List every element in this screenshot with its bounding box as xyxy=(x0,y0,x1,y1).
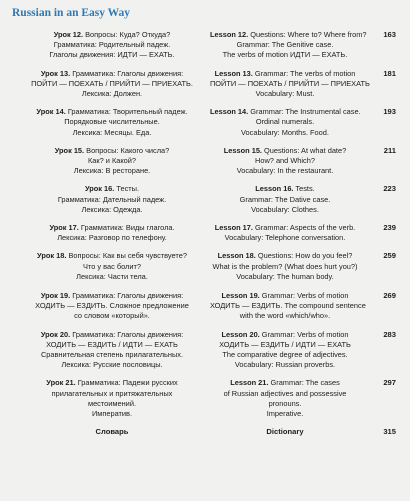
toc-english-line: Vocabulary: Clothes. xyxy=(251,204,319,214)
toc-russian-line: Лексика: Должен. xyxy=(81,89,143,99)
toc-row xyxy=(0,291,410,322)
toc-russian-line: ХОДИТЬ — ЕЗДИТЬ. Сложное предложение xyxy=(35,301,189,311)
toc-russian-entry xyxy=(0,69,210,100)
lesson-number: Lesson 16. xyxy=(255,184,294,194)
toc-row xyxy=(0,146,410,177)
toc-russian-line: Глаголы движения: ИДТИ — ЕХАТЬ. xyxy=(49,50,175,60)
toc-english-line: Ordinal numerals. xyxy=(255,117,315,127)
table-of-contents xyxy=(0,30,410,438)
toc-english-line: What is the problem? (What does hurt you?) xyxy=(212,261,358,271)
toc-english-line: Lesson 15. Questions: At what date? xyxy=(223,145,347,155)
lesson-number: Урок 13. xyxy=(40,68,71,78)
toc-page-number: 297 xyxy=(383,378,396,388)
toc-english-entry xyxy=(210,30,367,61)
toc-english-line: The comparative degree of adjectives. xyxy=(222,350,348,360)
toc-russian-line: ПОЙТИ — ПОЕХАТЬ / ПРИЙТИ — ПРИЕХАТЬ. xyxy=(31,78,193,88)
toc-row xyxy=(0,69,410,100)
toc-russian-line: Порядковые числительные. xyxy=(64,117,160,127)
toc-english-line: How? and Which? xyxy=(255,156,315,166)
toc-russian-line: Урок 12. Вопросы: Куда? Откуда? xyxy=(53,30,171,39)
toc-russian-line: Лексика: Месяцы. Еда. xyxy=(72,127,152,137)
toc-english-entry: Dictionary xyxy=(266,427,304,437)
lesson-number: Lesson 13. xyxy=(214,68,253,78)
toc-page-number: 259 xyxy=(383,251,396,261)
toc-russian-line: Что у вас болит? xyxy=(83,261,141,271)
lesson-number: Урок 21. xyxy=(46,378,76,388)
toc-russian-entry xyxy=(0,330,210,371)
lesson-number: Lesson 12. xyxy=(210,30,249,39)
toc-english-line: Vocabulary: Telephone conversation. xyxy=(224,233,346,243)
toc-english-line: Grammar: The Dative case. xyxy=(239,194,331,204)
toc-page-number: 211 xyxy=(383,145,396,155)
toc-english-line: Lesson 21. Grammar: The cases xyxy=(230,378,340,388)
toc-english-line: ПОЙТИ — ПОЕХАТЬ / ПРИЙТИ — ПРИЕХАТЬ xyxy=(210,78,370,88)
toc-row xyxy=(0,107,410,138)
lesson-number: Урок 15. xyxy=(54,145,85,155)
lesson-number: Lesson 19. xyxy=(221,291,260,301)
toc-russian-line: Как? и Какой? xyxy=(87,156,137,166)
toc-english-line: Lesson 13. Grammar: The verbs of motion xyxy=(214,68,356,78)
toc-english-line: ХОДИТЬ — ЕЗДИТЬ / ИДТИ — ЕХАТЬ xyxy=(219,339,351,349)
toc-russian-line: Сравнительная степень прилагательных. xyxy=(40,350,184,360)
toc-row xyxy=(0,30,410,61)
lesson-number: Урок 19. xyxy=(40,291,71,301)
toc-english-entry xyxy=(210,146,360,177)
lesson-number: Урок 14. xyxy=(36,107,66,117)
toc-english-entry xyxy=(210,184,360,215)
toc-english-entry xyxy=(210,107,360,138)
toc-russian-line: Урок 16. Тесты. xyxy=(84,184,140,194)
lesson-number: Lesson 17. xyxy=(214,223,253,233)
toc-page-number: 223 xyxy=(383,184,396,194)
lesson-number: Lesson 14. xyxy=(210,107,249,117)
toc-russian-line: прилагательных и притяжательных xyxy=(51,388,173,398)
toc-russian-line: Лексика: Части тела. xyxy=(76,271,148,281)
lesson-number: Lesson 18. xyxy=(217,251,256,261)
toc-russian-line: Урок 14. Грамматика: Творительный падеж. xyxy=(36,107,188,117)
toc-russian-entry xyxy=(0,251,210,282)
toc-russian-line: Урок 21. Грамматика: Падежи русских xyxy=(46,378,178,388)
toc-page-number: 181 xyxy=(383,68,396,78)
toc-page-number: 283 xyxy=(383,329,396,339)
toc-russian-entry xyxy=(0,30,210,61)
toc-page-number: 163 xyxy=(383,30,396,39)
toc-english-line: The verbs of motion ИДТИ — ЕХАТЬ. xyxy=(222,50,348,60)
toc-english-entry xyxy=(210,68,370,100)
toc-page-number: 315 xyxy=(383,427,396,437)
toc-russian-entry xyxy=(0,146,210,177)
lesson-number: Урок 16. xyxy=(84,184,115,194)
toc-english-line: Lesson 19. Grammar: Verbs of motion xyxy=(221,291,349,301)
toc-english-line: Imperative. xyxy=(266,409,304,419)
toc-russian-line: Грамматика: Дательный падеж. xyxy=(57,194,167,204)
book-title: Russian in an Easy Way xyxy=(12,7,131,19)
toc-russian-line: Урок 19. Грамматика: Глаголы движения: xyxy=(40,291,184,301)
toc-russian-entry xyxy=(0,291,210,322)
toc-russian-line: Лексика: В ресторане. xyxy=(73,166,151,176)
toc-russian-line: Урок 15. Вопросы: Какого числа? xyxy=(54,145,170,155)
toc-russian-line: Лексика: Разговор по телефону. xyxy=(57,233,167,243)
toc-row xyxy=(0,251,410,282)
toc-english-line: Vocabulary: Must. xyxy=(255,89,315,99)
lesson-number: Урок 20. xyxy=(40,329,71,339)
toc-page-number: 193 xyxy=(383,107,396,117)
toc-english-line: Vocabulary: The human body. xyxy=(236,271,334,281)
toc-row xyxy=(0,330,410,371)
toc-english-line: with the word «which/who». xyxy=(239,311,331,321)
toc-english-line: Lesson 18. Questions: How do you feel? xyxy=(217,251,353,261)
lesson-number: Урок 12. xyxy=(53,30,84,39)
toc-russian-entry xyxy=(0,107,210,138)
toc-english-line: Lesson 14. Grammar: The Instrumental case. xyxy=(210,107,361,117)
lesson-number: Lesson 20. xyxy=(221,329,260,339)
toc-english-line: Vocabulary: Months. Food. xyxy=(241,127,329,137)
toc-row xyxy=(0,184,410,215)
toc-russian-entry xyxy=(0,378,210,419)
toc-english-entry xyxy=(210,251,360,282)
toc-english-line: Lesson 20. Grammar: Verbs of motion xyxy=(221,329,349,339)
toc-english-entry xyxy=(210,378,360,419)
toc-row-dictionary xyxy=(0,427,410,437)
lesson-number: Урок 17. xyxy=(49,223,79,233)
toc-english-line: ХОДИТЬ — ЕЗДИТЬ. The compound sentence xyxy=(210,301,366,311)
toc-russian-line: Лексика: Одежда. xyxy=(81,204,143,214)
toc-row xyxy=(0,223,410,243)
toc-row xyxy=(0,378,410,419)
lesson-number: Lesson 15. xyxy=(223,145,262,155)
lesson-number: Урок 18. xyxy=(37,251,67,261)
toc-page-number: 269 xyxy=(383,291,396,301)
toc-russian-line: местоимений. xyxy=(87,398,136,408)
toc-page-number: 239 xyxy=(383,223,396,233)
toc-english-line: of Russian adjectives and possessive xyxy=(223,388,347,398)
toc-english-entry xyxy=(210,223,360,243)
toc-russian-line: Лексика: Русские пословицы. xyxy=(61,360,163,370)
toc-russian-line: со словом «который». xyxy=(74,311,150,321)
toc-russian-line: Грамматика: Родительный падеж. xyxy=(53,40,171,50)
toc-english-entry xyxy=(210,291,366,322)
toc-russian-entry xyxy=(0,223,210,243)
toc-english-line: Vocabulary: In the restaurant. xyxy=(236,166,334,176)
toc-russian-line: Урок 18. Вопросы: Как вы себя чувствуете? xyxy=(37,251,187,261)
toc-english-entry xyxy=(210,330,360,371)
toc-english-line: Lesson 12. Questions: Where to? Where from? xyxy=(210,30,367,39)
toc-russian-line: Урок 17. Грамматика: Виды глагола. xyxy=(49,223,175,233)
toc-russian-entry: Словарь xyxy=(95,427,129,437)
toc-russian-line: Урок 20. Грамматика: Глаголы движения: xyxy=(40,329,184,339)
toc-english-line: Grammar: The Genitive case. xyxy=(236,40,334,50)
toc-english-line: pronouns. xyxy=(268,398,302,408)
lesson-number: Lesson 21. xyxy=(230,378,269,388)
toc-russian-line: Урок 13. Грамматика: Глаголы движения: xyxy=(40,68,184,78)
toc-russian-entry xyxy=(0,184,210,215)
toc-english-line: Vocabulary: Russian proverbs. xyxy=(234,360,336,370)
toc-russian-line: ХОДИТЬ — ЕЗДИТЬ / ИДТИ — ЕХАТЬ xyxy=(46,339,178,349)
toc-english-line: Lesson 16. Tests. xyxy=(255,184,315,194)
toc-russian-line: Императив. xyxy=(91,409,133,419)
toc-english-line: Lesson 17. Grammar: Aspects of the verb. xyxy=(214,223,356,233)
